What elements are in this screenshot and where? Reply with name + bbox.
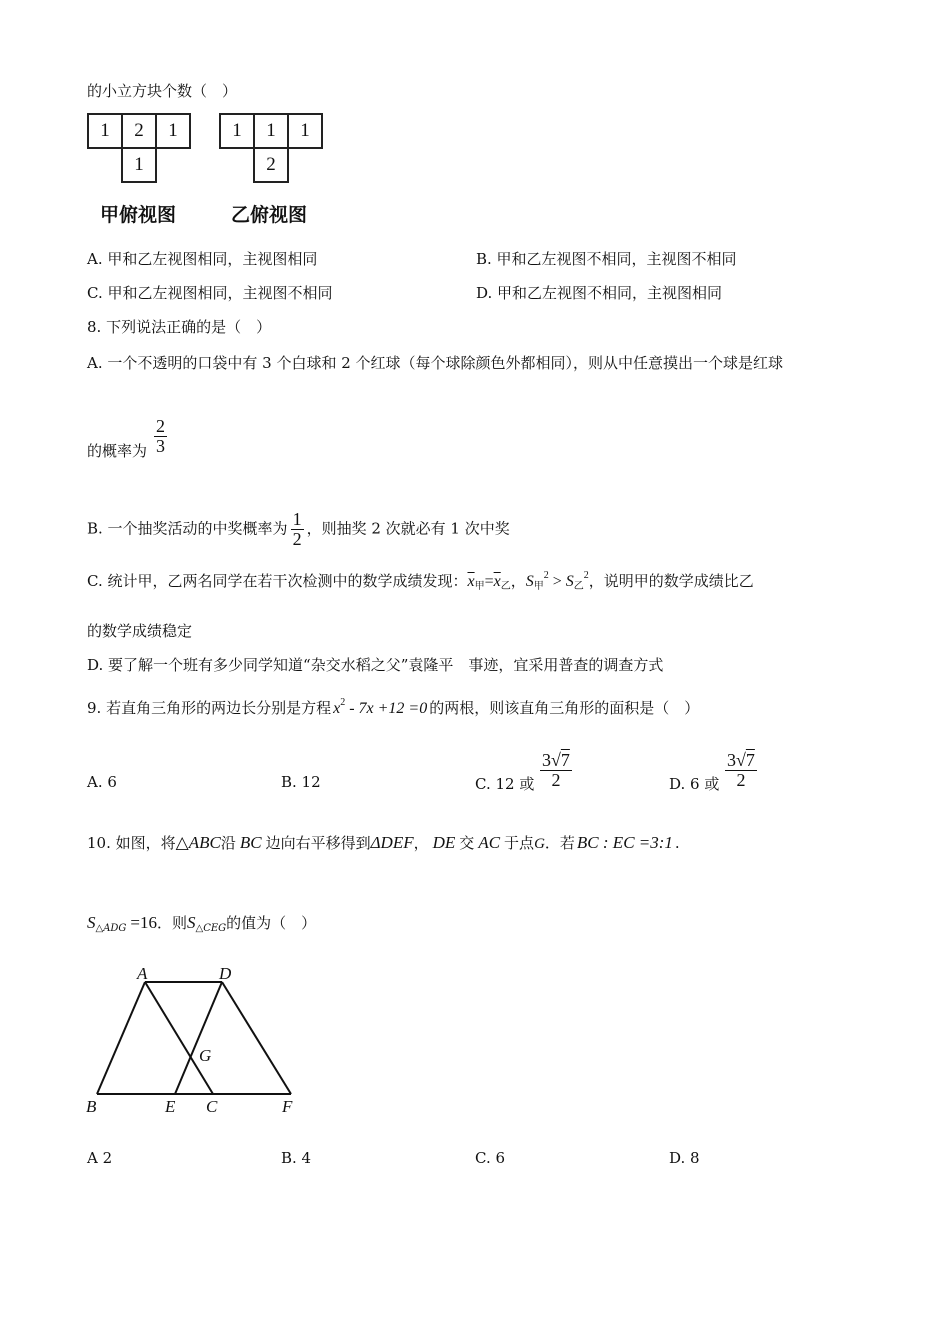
ratio-expression: BC : EC =3:1 (576, 833, 673, 852)
q7-option-b: B. 甲和乙左视图不相同，主视图不相同 (476, 250, 737, 268)
point-label-d: D (219, 964, 232, 983)
q10-option-d: D. 8 (669, 1149, 700, 1167)
point-label-g: G (199, 1046, 212, 1065)
q9-option-b: B. 12 (281, 773, 321, 791)
q8-option-c-line1: C. 统计甲，乙两名同学在若干次检测中的数学成绩发现：$\overline{x}_甲=\overline{x}_乙$，$S_甲^2 > S_乙^2$，说明甲的数学成绩比乙 (87, 570, 754, 592)
fraction-numerator: 2 (156, 416, 165, 436)
q9-stem (87, 697, 699, 718)
q9-equation: $x^2 - 7x +12 =0$ (333, 697, 428, 717)
point-label-e: E (165, 1097, 176, 1116)
q8-b-prefix: B. 一个抽奖活动的中奖概率为 (87, 519, 288, 538)
q9-option-d: D. 6 或 (669, 775, 720, 793)
q8-c-mean-equation: $\overline{x}_甲=\overline{x}_乙$ (467, 573, 511, 592)
q10-figure (80, 960, 320, 1120)
triangle-abc: △ABC (175, 833, 221, 852)
segment-ab (97, 982, 145, 1094)
segment-ac (145, 982, 213, 1094)
point-label-b: B (86, 1097, 97, 1116)
q8-option-d: D. 要了解一个班有多少同学知道“杂交水稻之父”袁隆平 事迹，宜采用普查的调查方式 (87, 656, 664, 674)
fraction-denominator: 2 (551, 769, 561, 790)
q7-option-d: D. 甲和乙左视图不相同，主视图相同 (476, 284, 723, 302)
yi-caption: 乙俯视图 (231, 205, 308, 226)
q9-option-c: C. 12 或 (475, 775, 535, 793)
grid-cell: 1 (121, 147, 157, 183)
q10-stem-line1: 10. 如图，将△ABC沿 BC 边向右平移得到ΔDEF， DE 交 AC 于点G．若 BC : EC =3:1 . (87, 833, 680, 852)
q10-option-c: C. 6 (475, 1149, 506, 1167)
grid-cell: 1 (87, 113, 123, 149)
q8-a-fraction (154, 417, 167, 456)
segment-df (222, 982, 291, 1094)
q8-c-suffix: ，说明甲的数学成绩比乙 (588, 572, 754, 590)
fraction-denominator: 3 (156, 435, 165, 456)
q8-option-a-line1: A. 一个不透明的口袋中有 3 个白球和 2 个红球（每个球除颜色外都相同），则从中任意摸出一个球是红球 (87, 354, 784, 372)
q9-option-a: A. 6 (87, 773, 117, 791)
q9-d-fraction (725, 751, 757, 790)
grid-cell: 2 (121, 113, 157, 149)
q9-stem-prefix: 9. 若直角三角形的两边长分别是方程 (87, 699, 332, 717)
q8-option-a-line2: 的概率为 (87, 442, 148, 460)
q10-option-b: B. 4 (281, 1149, 312, 1167)
q8-c-prefix: C. 统计甲，乙两名同学在若干次检测中的数学成绩发现： (87, 572, 468, 590)
point-label-c: C (206, 1097, 218, 1116)
grid-cell: 2 (253, 147, 289, 183)
triangle-def: ΔDEF (370, 833, 414, 852)
q8-option-c-line2: 的数学成绩稳定 (87, 622, 193, 640)
grid-cell: 1 (253, 113, 289, 149)
q9-stem-suffix: 的两根，则该直角三角形的面积是（ ） (429, 699, 700, 717)
q8-b-suffix: ，则抽奖 2 次就必有 1 次中奖 (306, 519, 510, 538)
fraction-numerator: 3√7 (727, 750, 755, 770)
q8-c-variance-inequality: $S_甲^2 > S_乙^2$ (525, 570, 589, 592)
q7-stem-tail: 的小立方块个数（ ） (87, 82, 238, 100)
q8-b-fraction (291, 510, 304, 549)
q8-stem: 8. 下列说法正确的是（ ） (87, 318, 272, 336)
fraction-numerator: 3√7 (542, 750, 570, 770)
q7-option-a: A. 甲和乙左视图相同，主视图相同 (87, 250, 318, 268)
segment-de (175, 982, 222, 1094)
fraction-denominator: 2 (736, 769, 746, 790)
grid-cell: 1 (219, 113, 255, 149)
fraction-numerator: 1 (292, 509, 302, 529)
point-label-f: F (282, 1097, 293, 1116)
q7-option-c: C. 甲和乙左视图相同，主视图不相同 (87, 284, 333, 302)
q8-option-b (87, 510, 510, 549)
grid-cell: 1 (155, 113, 191, 149)
point-label-a: A (137, 964, 148, 983)
q10-stem-line2: $S_{\triangle ADG} =16$．则$S_{\triangle CEG}$的值为（ ） (87, 913, 317, 934)
q9-c-fraction (540, 751, 572, 790)
q10-option-a: A 2 (87, 1149, 113, 1167)
jia-caption: 甲俯视图 (100, 205, 177, 226)
grid-cell: 1 (287, 113, 323, 149)
fraction-denominator: 2 (292, 528, 302, 549)
